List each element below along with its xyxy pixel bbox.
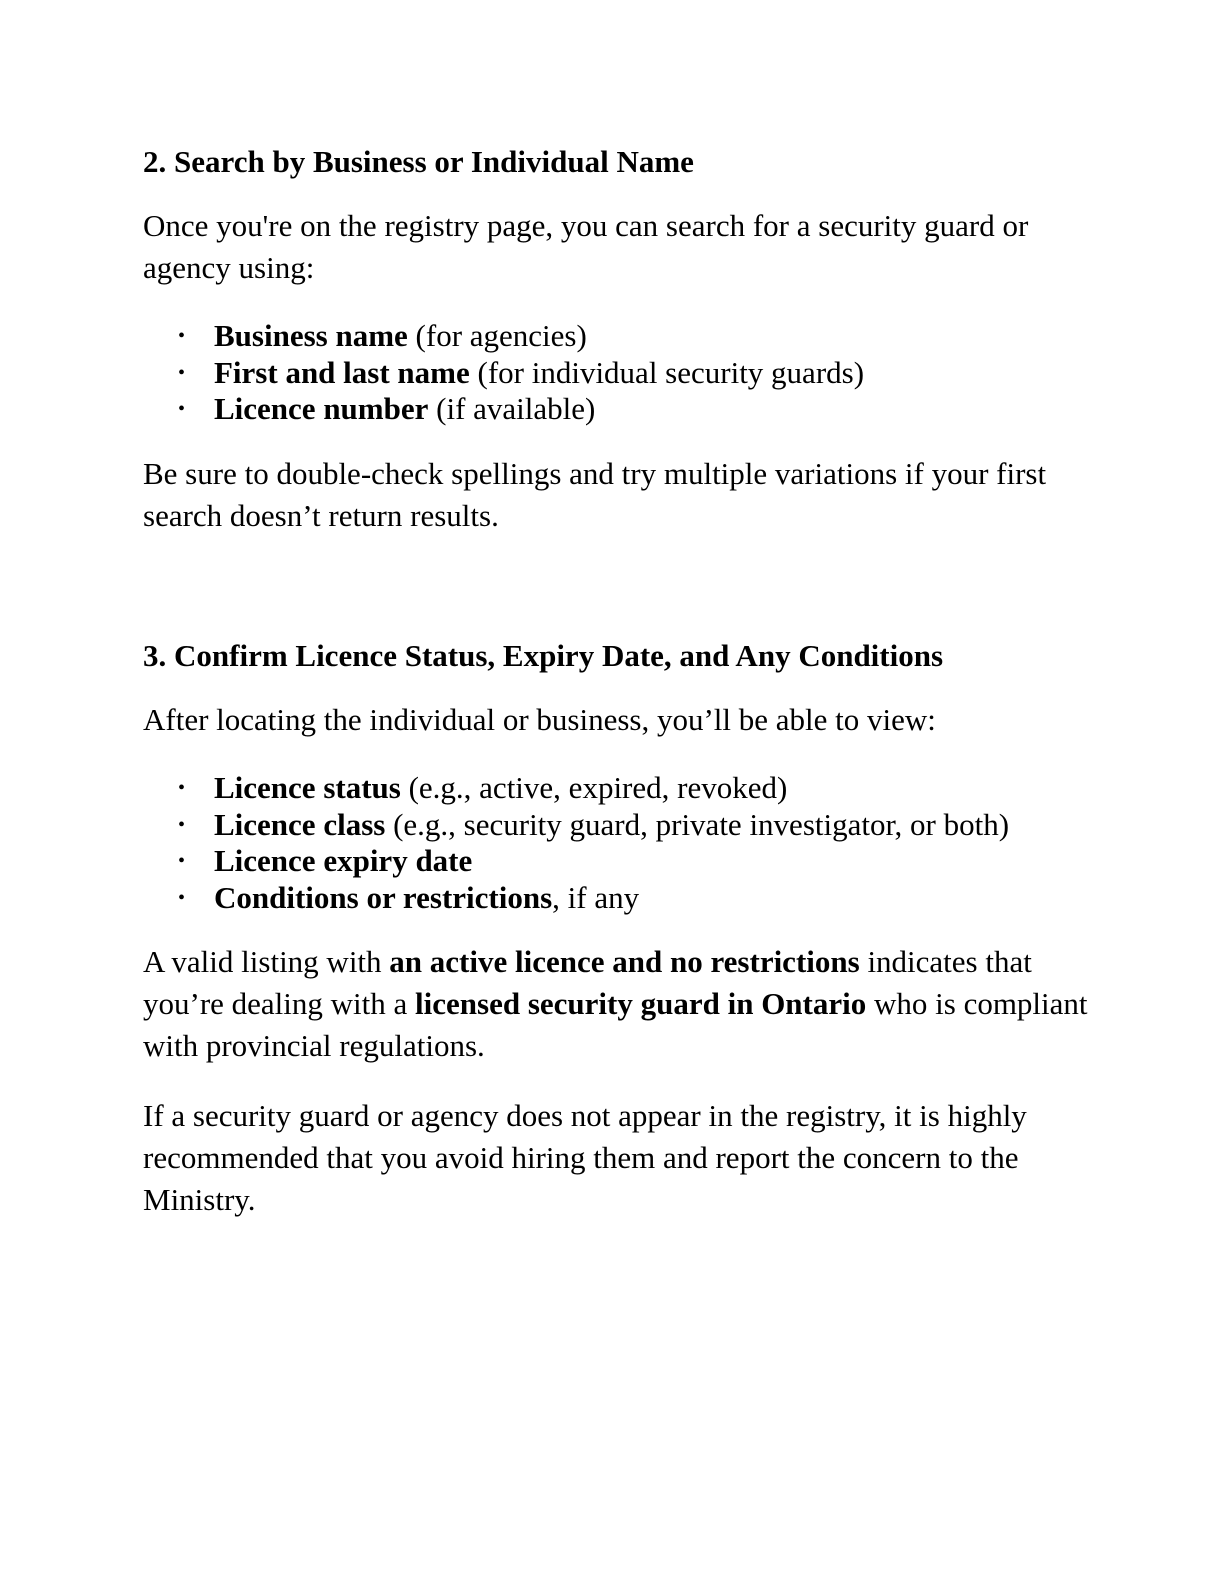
list-item bbox=[143, 391, 1093, 428]
valid-text-1: A valid listing with bbox=[143, 944, 390, 979]
bullet-icon: • bbox=[178, 361, 186, 384]
list-item bbox=[143, 843, 1093, 880]
list-item-desc: (for individual security guards) bbox=[469, 354, 865, 390]
list-item-term: First and last name bbox=[214, 354, 470, 390]
section-2-note: Be sure to double-check spellings and try multiple variations if your first search doesn’t return results. bbox=[143, 456, 1047, 533]
list-item bbox=[143, 880, 1093, 917]
list-item bbox=[143, 318, 1093, 355]
list-item-desc: (if available) bbox=[428, 391, 596, 426]
bullet-icon: • bbox=[178, 813, 186, 836]
section-3-warning: If a security guard or agency does not appear in the registry, it is highly recommended that you avoid hiring them and report the concern to the Ministry. bbox=[143, 1098, 1027, 1217]
list-item-term: Business name bbox=[214, 318, 408, 353]
valid-bold-1: an active licence and no restrictions bbox=[389, 944, 860, 979]
section-3-valid-listing bbox=[143, 941, 1093, 1067]
list-item-term: Licence status bbox=[214, 770, 401, 805]
section-2-heading: 2. Search by Business or Individual Name bbox=[143, 144, 694, 179]
bullet-icon: • bbox=[178, 850, 186, 872]
section-2-intro: Once you're on the registry page, you can search for a security guard or agency using: bbox=[143, 208, 1029, 285]
list-item-term: Licence class bbox=[214, 806, 386, 842]
valid-bold-2: licensed security guard in Ontario bbox=[415, 986, 867, 1021]
list-item bbox=[143, 770, 1093, 807]
section-2-list bbox=[143, 318, 1093, 428]
section-3-intro: After locating the individual or business, you’ll be able to view: bbox=[143, 702, 936, 737]
valid-text-3: who is compliant with provincial regulations. bbox=[143, 986, 1088, 1063]
bullet-icon: • bbox=[178, 325, 186, 347]
bullet-icon: • bbox=[178, 886, 186, 909]
list-item-desc: (e.g., active, expired, revoked) bbox=[400, 770, 788, 805]
section-3-list bbox=[143, 770, 1093, 916]
list-item bbox=[143, 807, 1093, 844]
list-item bbox=[143, 355, 1093, 392]
bullet-icon: • bbox=[178, 398, 186, 420]
valid-text-2: indicates that you’re dealing with a bbox=[143, 944, 1032, 1021]
bullet-icon: • bbox=[178, 777, 186, 799]
list-item-desc: (e.g., security guard, private investigator, or both) bbox=[385, 806, 1010, 842]
list-item-term: Licence number bbox=[214, 391, 429, 426]
list-item-desc: (for agencies) bbox=[407, 318, 587, 353]
list-item-term: Conditions or restrictions bbox=[214, 879, 553, 915]
list-item-term: Licence expiry date bbox=[214, 843, 473, 878]
section-3-heading: 3. Confirm Licence Status, Expiry Date, and Any Conditions bbox=[143, 638, 944, 673]
list-item-desc: , if any bbox=[552, 879, 640, 915]
